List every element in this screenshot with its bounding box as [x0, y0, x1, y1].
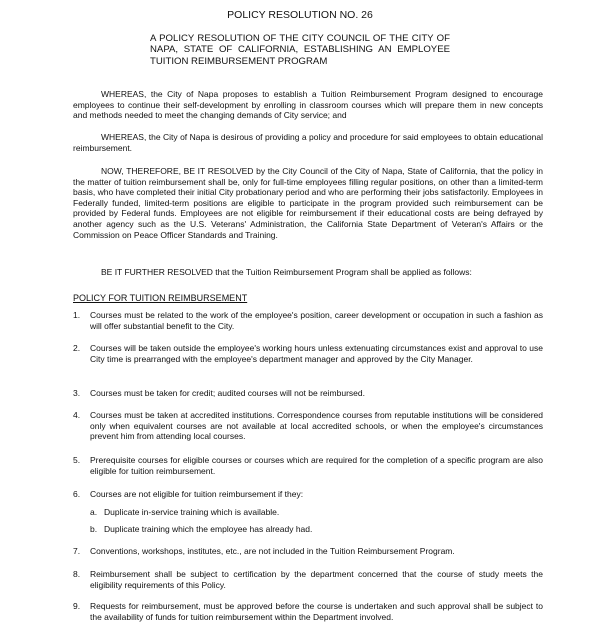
sub-item-text: Duplicate in-service training which is available.: [104, 507, 280, 517]
item-number: 7.: [73, 546, 81, 556]
sub-item-text: Duplicate training which the employee has already had.: [104, 524, 313, 534]
item-number: 6.: [73, 489, 81, 499]
item-text: Requests for reimbursement, must be approved before the course is undertaken and such approval shall be subject to the availability of funds for tuition reimbursement within the Department involved.: [90, 601, 543, 622]
item-text: Courses must be taken for credit; audited courses will not be reimbursed.: [90, 388, 365, 398]
item-text: Courses will be taken outside the employee's working hours unless extenuating circumstances exist and approval to use City time is prearranged with the employee's department manager and approved by the City Manager.: [90, 343, 543, 364]
item-number: 1.: [73, 310, 81, 320]
item-text: Prerequisite courses for eligible courses or courses which are required for the completion of a specific program are also eligible for tuition reimbursement.: [90, 455, 543, 476]
item-number: 3.: [73, 388, 81, 398]
whereas-paragraph-2: WHEREAS, the City of Napa is desirous of providing a policy and procedure for said employees to obtain educational reimbursement.: [73, 132, 543, 153]
sub-item-letter: b.: [90, 524, 98, 534]
resolution-heading: POLICY RESOLUTION NO. 26: [227, 9, 373, 21]
whereas-paragraph-1: WHEREAS, the City of Napa proposes to establish a Tuition Reimbursement Program designed to encourage employees to continue their self-development by enrolling in classroom courses which will prepare them in new concepts and methods needed to meet the changing demands of City service; and: [73, 89, 543, 121]
item-text: Courses are not eligible for tuition reimbursement if they:: [90, 489, 304, 499]
resolved-paragraph: NOW, THEREFORE, BE IT RESOLVED by the City Council of the City of Napa, State of California, that the policy in the matter of tuition reimbursement shall be, only for full-time employees filling regular positions, on other than a limited-term basis, who have completed their initial City probationary period and who are performing their jobs satisfactorily. Employees in Federally funded, limited-term positions are eligible to participate in the program provided such reimbursement can be provided by Federal funds. Employees are not eligible for reimbursement if their educational costs are being defrayed by another agency such as the U.S. Veterans' Administration, the California State Department of Veteran's Affairs or the Commission on Peace Officer Standards and Training.: [73, 166, 543, 240]
sub-item-letter: a.: [90, 507, 98, 517]
item-number: 9.: [73, 601, 81, 611]
item-number: 4.: [73, 410, 81, 420]
item-number: 8.: [73, 569, 81, 579]
item-number: 2.: [73, 343, 81, 353]
item-text: Courses must be related to the work of the employee's position, career development or occupation in such a fashion as will offer substantial benefit to the City.: [90, 310, 543, 331]
item-number: 5.: [73, 455, 81, 465]
item-text: Reimbursement shall be subject to certification by the department concerned that the course of study meets the eligibility requirements of this Policy.: [90, 569, 543, 590]
policy-section-title: POLICY FOR TUITION REIMBURSEMENT: [73, 293, 248, 303]
item-text: Courses must be taken at accredited institutions. Correspondence courses from reputable institutions will be considered only when equivalent courses are not available at local accredited schools, or when the employee's circumstances prevent him from attending local courses.: [90, 410, 543, 442]
further-resolved-paragraph: BE IT FURTHER RESOLVED that the Tuition Reimbursement Program shall be applied as follows:: [101, 267, 472, 277]
resolution-subject: A POLICY RESOLUTION OF THE CITY COUNCIL OF THE CITY OF NAPA, STATE OF CALIFORNIA, ESTABLISHING AN EMPLOYEE TUITION REIMBURSEMENT PROGRAM: [150, 33, 450, 67]
item-text: Conventions, workshops, institutes, etc., are not included in the Tuition Reimbursement Program.: [90, 546, 455, 556]
